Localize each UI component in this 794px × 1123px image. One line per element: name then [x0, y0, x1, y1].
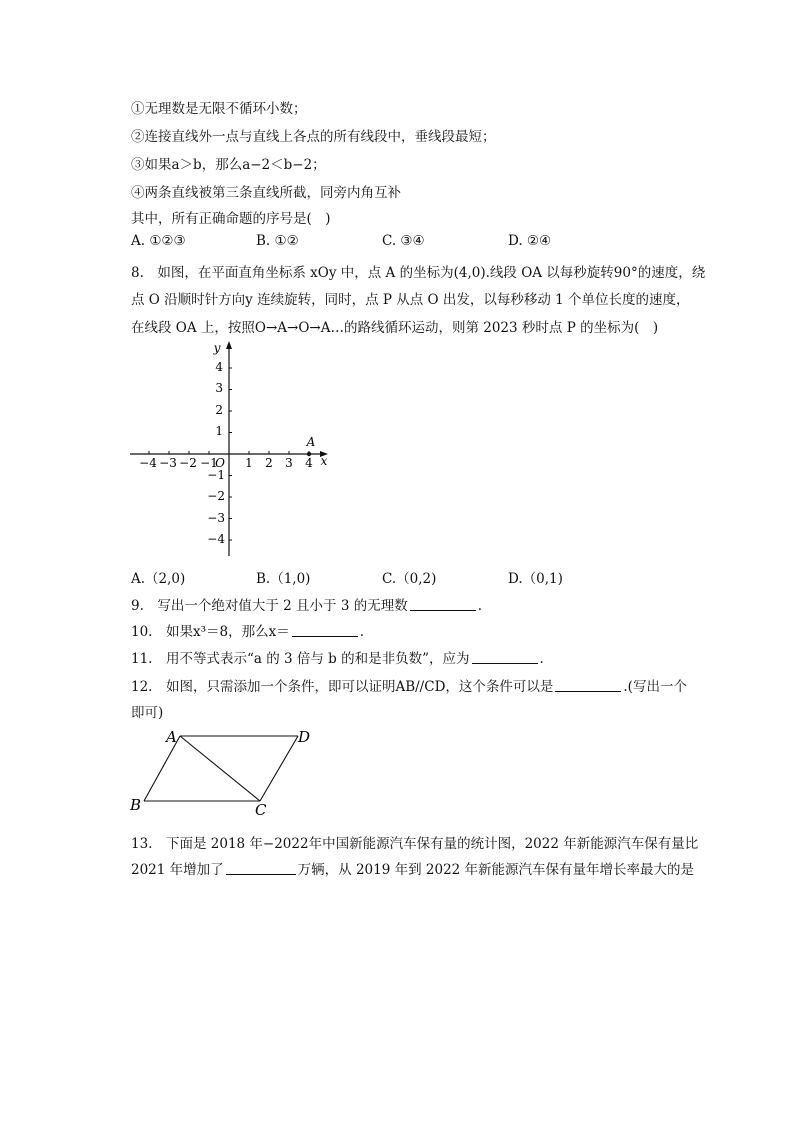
- origin-label: O: [215, 456, 225, 470]
- q8-line-2: 点 O 沿顺时针方向y 连续旋转，同时，点 P 从点 O 出发，以每秒移动 1 个单位长度的速度，: [131, 292, 690, 308]
- y-tick-label-neg3: −3: [207, 511, 225, 525]
- statement-4: ④两条直线被第三条直线所截，同旁内角互补: [131, 185, 401, 201]
- vertex-label-c: C: [255, 801, 267, 819]
- x-axis-label: x: [320, 454, 328, 468]
- q13-line-1: 13. 下面是 2018 年−2022年中国新能源汽车保有量的统计图，2022 年新能源汽车保有量比: [131, 836, 699, 852]
- q8-option-b: B.（1,0): [256, 571, 311, 587]
- y-tick-label-neg2: −2: [207, 489, 225, 503]
- segment-cd: [260, 736, 298, 801]
- q9-text: 9. 写出一个绝对值大于 2 且小于 3 的无理数: [131, 598, 408, 614]
- question-9: [131, 594, 482, 614]
- statement-1: ①无理数是无限不循环小数；: [131, 101, 307, 117]
- q7-option-a: A. ①②③: [131, 233, 186, 249]
- q12-line-2: 即可): [131, 705, 164, 721]
- y-tick-label-neg4: −4: [207, 532, 225, 546]
- q13-answer-blank[interactable]: [226, 862, 296, 875]
- coordinate-graph: [125, 338, 335, 560]
- x-tick-label-4: 4: [305, 456, 313, 470]
- q7-option-b: B. ①②: [256, 233, 299, 249]
- y-tick-label-3: 3: [215, 381, 223, 395]
- vertex-label-d: D: [298, 728, 311, 746]
- x-tick-label-neg3: −3: [159, 456, 177, 470]
- segment-ac: [180, 736, 260, 801]
- x-tick-label-neg1: −1: [200, 456, 218, 470]
- y-tick-label-2: 2: [215, 403, 223, 417]
- question-10: [131, 620, 364, 640]
- q11-answer-blank[interactable]: [472, 651, 538, 664]
- x-tick-label-1: 1: [245, 456, 253, 470]
- x-tick-label-neg4: −4: [139, 456, 157, 470]
- statement-3: ③如果a＞b，那么a−2＜b−2；: [131, 157, 326, 173]
- y-tick-label-neg1: −1: [207, 468, 225, 482]
- q9-end: .: [477, 598, 483, 614]
- y-tick-label-1: 1: [215, 424, 223, 438]
- q13-text-b: 万辆，从 2019 年到 2022 年新能源汽车保有量年增长率最大的是: [297, 862, 695, 878]
- vertex-label-a: A: [166, 728, 177, 746]
- point-a-label: A: [306, 435, 316, 449]
- vertex-label-b: B: [130, 796, 142, 814]
- q12-end: .(写出一个: [623, 679, 687, 695]
- x-tick-label-3: 3: [285, 456, 293, 470]
- y-axis-arrow: [226, 341, 232, 349]
- q10-answer-blank[interactable]: [292, 624, 358, 637]
- q11-end: .: [539, 651, 544, 667]
- y-axis-label: y: [213, 341, 221, 355]
- q8-option-c: C.（0,2): [382, 571, 437, 587]
- q10-end: .: [359, 624, 364, 640]
- q9-answer-blank[interactable]: [410, 598, 476, 611]
- x-tick-label-2: 2: [265, 456, 273, 470]
- q7-option-c: C. ③④: [382, 233, 425, 249]
- q10-text: 10. 如果x³＝8，那么x＝: [131, 624, 290, 640]
- question-11: [131, 647, 544, 667]
- x-tick-label-neg2: −2: [179, 456, 197, 470]
- y-tick-label-4: 4: [215, 360, 223, 374]
- q13-line-2: [131, 858, 694, 878]
- q8-option-a: A.（2,0): [131, 571, 186, 587]
- q13-text-a: 2021 年增加了: [131, 862, 224, 878]
- statement-2: ②连接直线外一点与直线上各点的所有线段中，垂线段最短；: [131, 129, 496, 145]
- q8-line-1: 8. 如图，在平面直角坐标系 xOy 中，点 A 的坐标为(4,0).线段 OA 以每秒旋转90°的速度，绕: [131, 265, 706, 281]
- q12-text: 12. 如图，只需添加一个条件，即可以证明AB//CD，这个条件可以是: [131, 679, 554, 695]
- q8-option-d: D.（0,1): [508, 571, 563, 587]
- q12-answer-blank[interactable]: [555, 679, 621, 692]
- question-7-prompt: 其中，所有正确命题的序号是( ): [131, 211, 331, 227]
- q7-option-d: D. ②④: [508, 233, 552, 249]
- point-a: [307, 452, 311, 456]
- q11-text: 11. 用不等式表示“a 的 3 倍与 b 的和是非负数”，应为: [131, 651, 470, 667]
- parallelogram-figure: [128, 724, 324, 820]
- q8-line-3: 在线段 OA 上，按照O→A→O→A…的路线循环运动，则第 2023 秒时点 P 的坐标为( ): [131, 320, 659, 336]
- question-12: [131, 675, 687, 695]
